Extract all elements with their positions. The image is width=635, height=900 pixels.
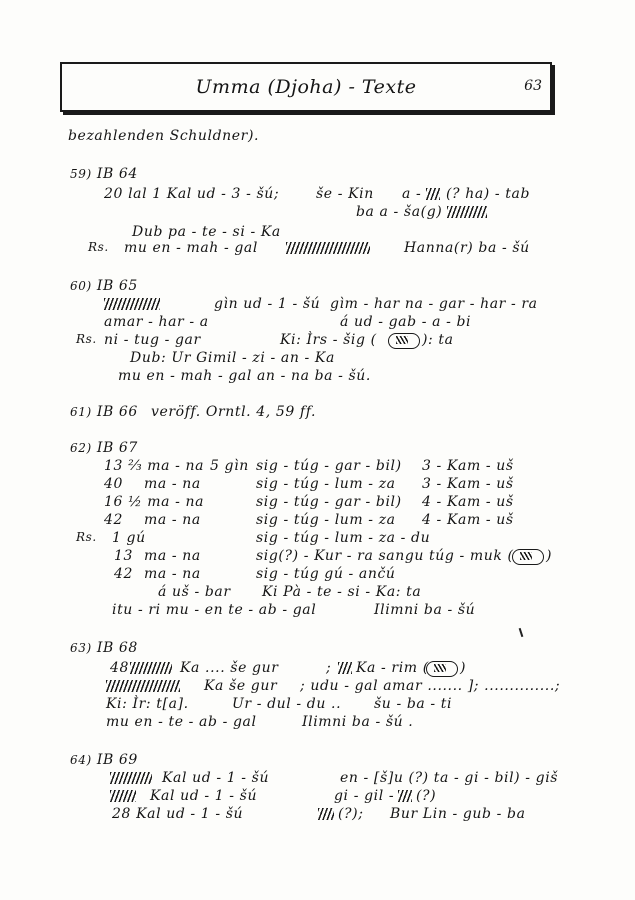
erased-text-icon <box>338 660 352 676</box>
entry-59-heading <box>70 166 138 182</box>
entry-59-line-3: Dub pa - te - si - Ka <box>132 224 281 240</box>
entry-number: 59) <box>70 167 92 181</box>
cuneiform-cartouche-icon <box>388 333 420 349</box>
cuneiform-numeral-icon <box>110 770 152 786</box>
entry-64-heading: 64) IB 69 <box>70 752 138 768</box>
entry-63-heading: 63) IB 68 <box>70 640 138 656</box>
entry-62-heading: 62) IB 67 <box>70 440 138 456</box>
header-title: Umma (Djoha) - Texte <box>195 76 417 98</box>
cuneiform-sign-icon <box>398 788 412 804</box>
stray-mark <box>519 628 524 637</box>
page-number: 63 <box>524 78 542 94</box>
cuneiform-numeral-icon <box>130 660 172 676</box>
erased-text-icon <box>286 240 370 256</box>
cuneiform-numeral-icon <box>110 788 136 804</box>
cuneiform-cartouche-icon <box>512 549 544 565</box>
cuneiform-cartouche-icon <box>426 661 458 677</box>
entry-ref: IB 64 <box>96 166 138 182</box>
erased-text-icon <box>447 206 487 218</box>
entry-59-line-2: ba a - ša(g) <box>356 204 487 220</box>
entry-62-line-6: 13 ma - na sig(?) - Kur - ra sangu túg - muk ( ) <box>114 548 553 564</box>
entry-60-line-4: Dub: Ur Gimil - zi - an - Ka <box>130 350 335 366</box>
entry-61-heading: 61) IB 66 veröff. Orntl. 4, 59 ff. <box>70 404 317 420</box>
cuneiform-sign-icon <box>426 186 440 202</box>
entry-60-line-3: Rs. ni - tug - gar Ki: Ìrs - šig ( ): ta <box>76 332 454 348</box>
entry-60-line-5: mu en - mah - gal an - na ba - šú. <box>118 368 371 384</box>
cuneiform-sign-icon <box>318 806 334 822</box>
page-header <box>60 62 552 112</box>
entry-63-line-1: 48 Ka .... še gur ; Ka - rim ( ) <box>110 660 467 676</box>
intro-line: bezahlenden Schuldner). <box>68 128 260 144</box>
cuneiform-numeral-icon <box>106 678 180 694</box>
entry-60-heading: 60) IB 65 <box>70 278 138 294</box>
cuneiform-numeral-icon <box>104 296 160 312</box>
